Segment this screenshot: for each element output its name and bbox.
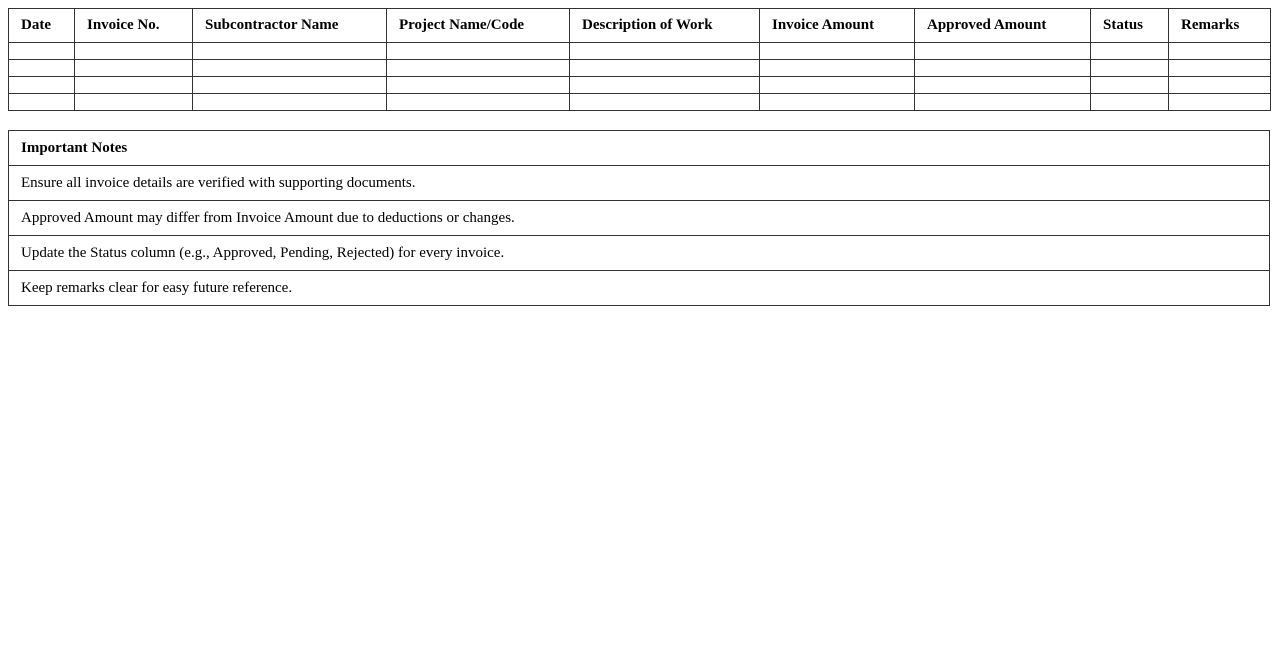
table-cell-date[interactable] bbox=[9, 94, 75, 111]
table-cell-status[interactable] bbox=[1091, 60, 1169, 77]
column-header-approved-amount: Approved Amount bbox=[915, 9, 1091, 43]
table-cell-invoice-no[interactable] bbox=[75, 77, 193, 94]
table-cell-approved-amount[interactable] bbox=[915, 60, 1091, 77]
table-cell-subcontractor-name[interactable] bbox=[193, 43, 387, 60]
table-cell-description-of-work[interactable] bbox=[570, 94, 760, 111]
table-cell-invoice-no[interactable] bbox=[75, 94, 193, 111]
table-row bbox=[9, 43, 1271, 60]
table-cell-remarks[interactable] bbox=[1169, 43, 1271, 60]
table-cell-subcontractor-name[interactable] bbox=[193, 94, 387, 111]
note-item: Keep remarks clear for easy future reference. bbox=[9, 271, 1270, 306]
notes-header-row bbox=[9, 131, 1270, 166]
column-header-status: Status bbox=[1091, 9, 1169, 43]
table-cell-subcontractor-name[interactable] bbox=[193, 60, 387, 77]
table-cell-date[interactable] bbox=[9, 60, 75, 77]
table-cell-status[interactable] bbox=[1091, 94, 1169, 111]
table-cell-status[interactable] bbox=[1091, 43, 1169, 60]
notes-title: Important Notes bbox=[9, 131, 1270, 166]
note-row bbox=[9, 166, 1270, 201]
table-cell-description-of-work[interactable] bbox=[570, 77, 760, 94]
table-cell-invoice-no[interactable] bbox=[75, 43, 193, 60]
column-header-invoice-no: Invoice No. bbox=[75, 9, 193, 43]
table-cell-remarks[interactable] bbox=[1169, 94, 1271, 111]
table-cell-subcontractor-name[interactable] bbox=[193, 77, 387, 94]
table-cell-approved-amount[interactable] bbox=[915, 94, 1091, 111]
column-header-remarks: Remarks bbox=[1169, 9, 1271, 43]
note-item: Update the Status column (e.g., Approved, Pending, Rejected) for every invoice. bbox=[9, 236, 1270, 271]
table-row bbox=[9, 60, 1271, 77]
note-row bbox=[9, 271, 1270, 306]
table-cell-date[interactable] bbox=[9, 43, 75, 60]
note-item: Approved Amount may differ from Invoice Amount due to deductions or changes. bbox=[9, 201, 1270, 236]
table-cell-project-name-code[interactable] bbox=[387, 77, 570, 94]
column-header-subcontractor-name: Subcontractor Name bbox=[193, 9, 387, 43]
note-item: Ensure all invoice details are verified with supporting documents. bbox=[9, 166, 1270, 201]
column-header-date: Date bbox=[9, 9, 75, 43]
table-cell-project-name-code[interactable] bbox=[387, 94, 570, 111]
important-notes-table bbox=[8, 130, 1270, 306]
table-header-row bbox=[9, 9, 1271, 43]
table-cell-approved-amount[interactable] bbox=[915, 77, 1091, 94]
table-cell-status[interactable] bbox=[1091, 77, 1169, 94]
table-cell-project-name-code[interactable] bbox=[387, 43, 570, 60]
table-cell-date[interactable] bbox=[9, 77, 75, 94]
table-cell-approved-amount[interactable] bbox=[915, 43, 1091, 60]
table-cell-remarks[interactable] bbox=[1169, 60, 1271, 77]
table-cell-project-name-code[interactable] bbox=[387, 60, 570, 77]
invoice-table bbox=[8, 8, 1271, 111]
table-cell-invoice-amount[interactable] bbox=[760, 94, 915, 111]
table-cell-invoice-amount[interactable] bbox=[760, 43, 915, 60]
column-header-project-name-code: Project Name/Code bbox=[387, 9, 570, 43]
table-row bbox=[9, 77, 1271, 94]
table-cell-invoice-no[interactable] bbox=[75, 60, 193, 77]
table-cell-invoice-amount[interactable] bbox=[760, 77, 915, 94]
note-row bbox=[9, 201, 1270, 236]
note-row bbox=[9, 236, 1270, 271]
table-cell-remarks[interactable] bbox=[1169, 77, 1271, 94]
table-row bbox=[9, 94, 1271, 111]
column-header-invoice-amount: Invoice Amount bbox=[760, 9, 915, 43]
column-header-description-of-work: Description of Work bbox=[570, 9, 760, 43]
table-cell-description-of-work[interactable] bbox=[570, 60, 760, 77]
table-cell-description-of-work[interactable] bbox=[570, 43, 760, 60]
table-cell-invoice-amount[interactable] bbox=[760, 60, 915, 77]
